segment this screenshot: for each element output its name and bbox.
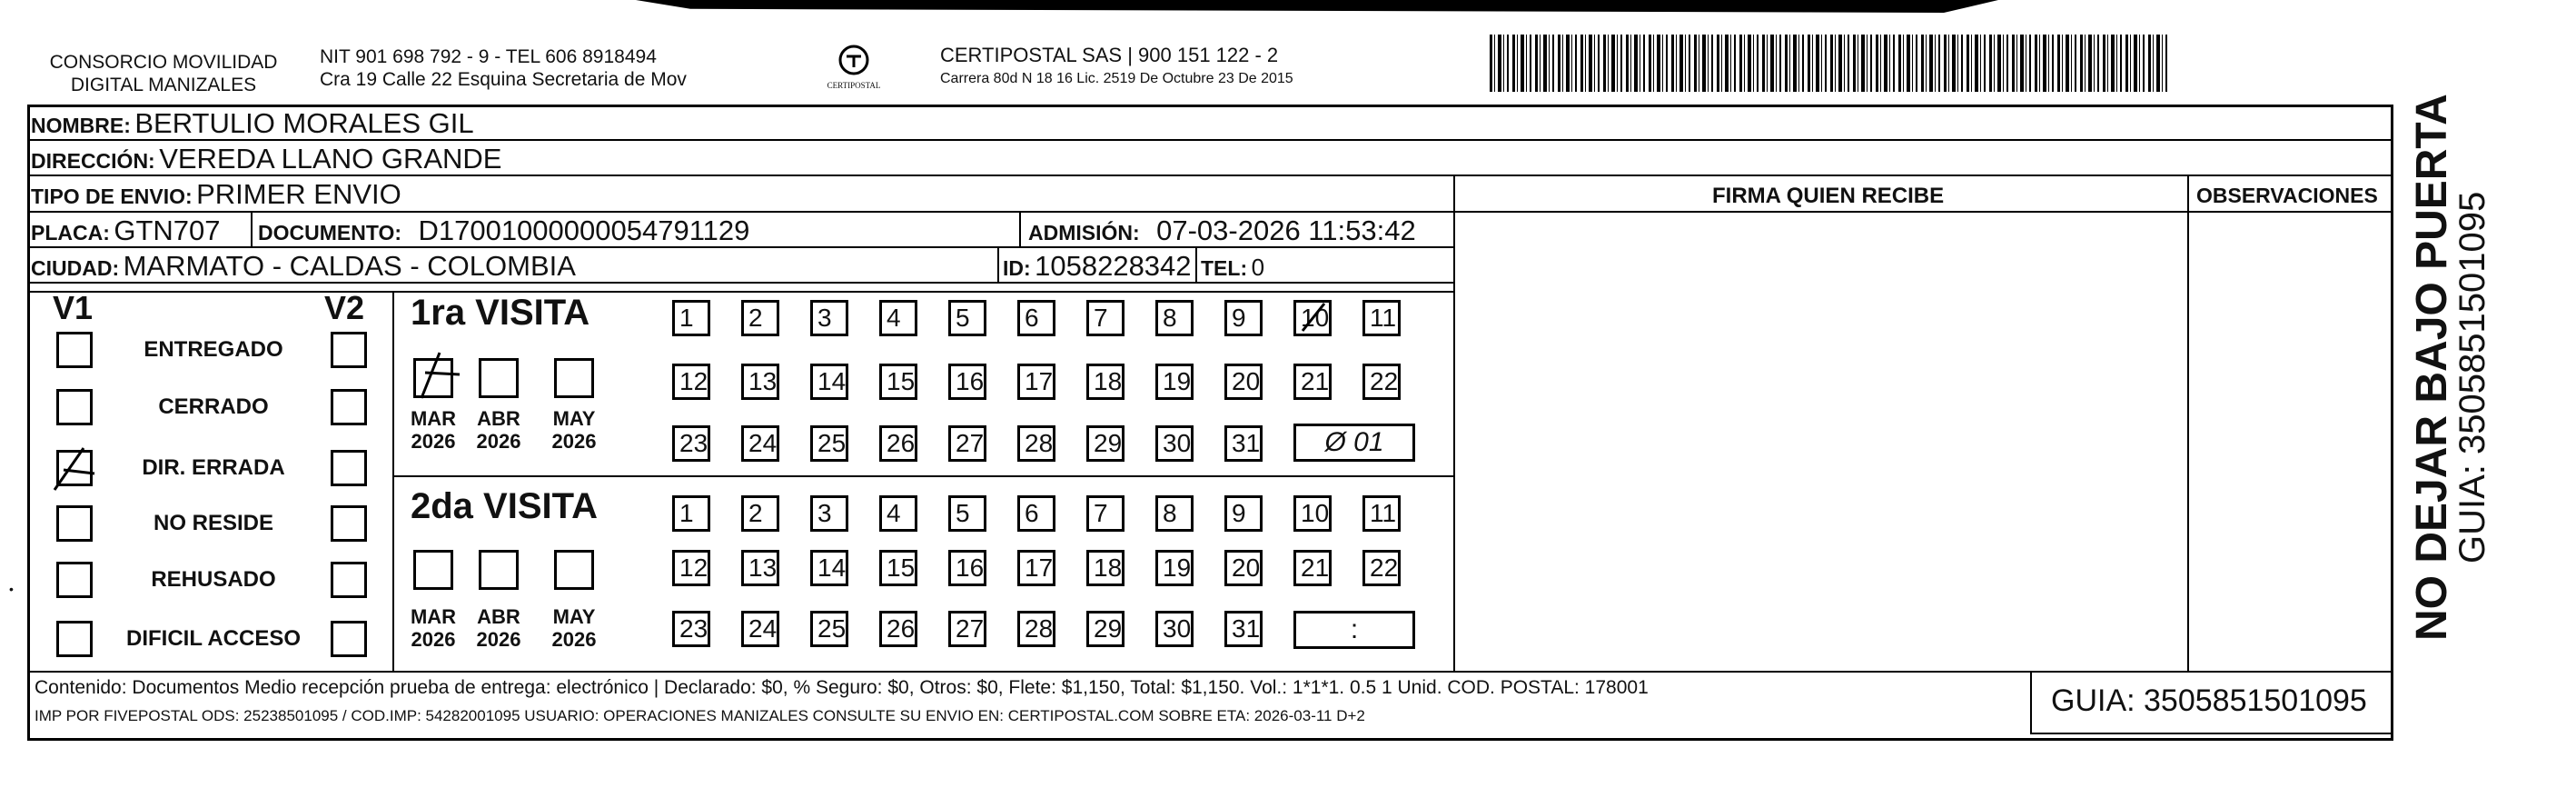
v1-checkbox[interactable] xyxy=(56,562,93,598)
first-visit-day-box[interactable]: 10 xyxy=(1293,300,1332,336)
v2-checkbox[interactable] xyxy=(331,621,367,657)
second-visit-day-box[interactable]: 9 xyxy=(1224,495,1263,532)
strike-mark-icon xyxy=(1297,300,1333,336)
second-visit-month-label xyxy=(406,605,461,651)
first-visit-label: 1ra VISITA xyxy=(411,293,590,333)
second-visit-day-box[interactable]: 16 xyxy=(948,550,986,586)
first-visit-day-box[interactable]: 8 xyxy=(1155,300,1194,336)
second-visit-day-box[interactable]: 23 xyxy=(672,611,710,647)
placa-row xyxy=(31,214,221,247)
tipo-envio-label: TIPO DE ENVIO: xyxy=(31,185,193,208)
first-visit-day-box[interactable]: 18 xyxy=(1086,364,1125,400)
second-visit-day-box[interactable]: 12 xyxy=(672,550,710,586)
v2-label: V2 xyxy=(324,289,365,326)
month-year: 2026 xyxy=(411,628,456,651)
footer-line2: IMP POR FIVEPOSTAL ODS: 25238501095 / COD.IMP: 54282001095 USUARIO: OPERACIONES MANIZALES CONSULTE SU ENVIO EN: CERTIPOSTAL.COM SOBRE ETA: 2026-03-11 D+2 xyxy=(35,707,1365,724)
v2-checkbox[interactable] xyxy=(331,389,367,425)
certipostal-info xyxy=(940,44,1293,87)
admision-value: 07-03-2026 11:53:42 xyxy=(1156,214,1416,246)
id-value: 1058228342 xyxy=(1035,250,1192,282)
v1-checkbox[interactable] xyxy=(56,621,93,657)
v2-checkbox[interactable] xyxy=(331,562,367,598)
second-visit-time-box[interactable]: : xyxy=(1293,611,1415,649)
direccion-label: DIRECCIÓN: xyxy=(31,149,155,173)
status-label: DIFICIL ACCESO xyxy=(125,626,301,651)
month-year: 2026 xyxy=(551,628,597,651)
second-visit-day-box[interactable]: 5 xyxy=(948,495,986,532)
first-visit-day-box[interactable]: 24 xyxy=(741,425,779,462)
month-year: 2026 xyxy=(411,430,456,453)
v2-checkbox[interactable] xyxy=(331,332,367,368)
ciudad-row xyxy=(31,250,576,283)
logo-text: CERTIPOSTAL xyxy=(827,81,881,90)
second-visit-day-box[interactable]: 21 xyxy=(1293,550,1332,586)
month-name: MAY xyxy=(552,407,596,430)
first-visit-day-box[interactable]: 25 xyxy=(810,425,848,462)
second-visit-month-checkbox[interactable] xyxy=(413,550,453,590)
tel-label: TEL: xyxy=(1201,256,1248,280)
address-line: Cra 19 Calle 22 Esquina Secretaria de Mov xyxy=(320,69,687,90)
id-field xyxy=(1003,250,1192,283)
tel-value: 0 xyxy=(1251,254,1265,281)
first-visit-day-box[interactable]: 30 xyxy=(1155,425,1194,462)
top-edge-mark xyxy=(636,0,1998,13)
status-label: NO RESIDE xyxy=(153,511,274,535)
first-visit-day-box[interactable]: 2 xyxy=(741,300,779,336)
first-visit-day-box[interactable]: 11 xyxy=(1362,300,1401,336)
second-visit-day-box[interactable]: 8 xyxy=(1155,495,1194,532)
second-visit-month-label xyxy=(471,605,526,651)
second-visit-day-box[interactable]: 14 xyxy=(810,550,848,586)
second-visit-day-box[interactable]: 13 xyxy=(741,550,779,586)
second-visit-day-box[interactable]: 25 xyxy=(810,611,848,647)
second-visit-month-label xyxy=(547,605,601,651)
direccion-row xyxy=(31,143,501,175)
second-visit-day-box[interactable]: 6 xyxy=(1017,495,1055,532)
first-visit-day-box[interactable]: 6 xyxy=(1017,300,1055,336)
second-visit-day-box[interactable]: 30 xyxy=(1155,611,1194,647)
first-visit-day-box[interactable]: 27 xyxy=(948,425,986,462)
second-visit-month-checkbox[interactable] xyxy=(554,550,594,590)
first-visit-day-box[interactable]: 16 xyxy=(948,364,986,400)
ciudad-label: CIUDAD: xyxy=(31,256,120,280)
status-label: ENTREGADO xyxy=(144,337,283,362)
month-name: MAY xyxy=(552,605,596,628)
v2-checkbox[interactable] xyxy=(331,450,367,486)
month-year: 2026 xyxy=(551,430,597,453)
second-visit-label: 2da VISITA xyxy=(411,486,598,526)
guia-box: GUIA: 3505851501095 xyxy=(2051,683,2367,718)
first-visit-time-box[interactable]: Ø 01 xyxy=(1293,424,1415,462)
second-visit-day-box[interactable]: 28 xyxy=(1017,611,1055,647)
first-visit-day-box[interactable]: 4 xyxy=(879,300,917,336)
second-visit-day-box[interactable]: 19 xyxy=(1155,550,1194,586)
month-name: MAR xyxy=(410,407,457,430)
second-visit-day-box[interactable]: 7 xyxy=(1086,495,1125,532)
company-name xyxy=(27,51,300,96)
first-visit-day-box[interactable]: 1 xyxy=(672,300,710,336)
first-visit-day-box[interactable]: 3 xyxy=(810,300,848,336)
first-visit-day-box[interactable]: 12 xyxy=(672,364,710,400)
second-visit-day-box[interactable]: 22 xyxy=(1362,550,1401,586)
first-visit-day-box[interactable]: 28 xyxy=(1017,425,1055,462)
second-visit-day-box[interactable]: 17 xyxy=(1017,550,1055,586)
placa-value: GTN707 xyxy=(114,214,221,246)
side-warning: NO DEJAR BAJO PUERTA xyxy=(2408,94,2456,641)
second-visit-day-box[interactable]: 2 xyxy=(741,495,779,532)
tipo-envio-row xyxy=(31,178,401,211)
second-visit-day-box[interactable]: 26 xyxy=(879,611,917,647)
first-visit-month-label xyxy=(471,407,526,453)
second-visit-day-box[interactable]: 24 xyxy=(741,611,779,647)
first-visit-day-box[interactable]: 7 xyxy=(1086,300,1125,336)
nombre-row xyxy=(31,107,474,140)
status-label: DIR. ERRADA xyxy=(142,455,285,480)
first-visit-day-box[interactable]: 9 xyxy=(1224,300,1263,336)
second-visit-day-box[interactable]: 27 xyxy=(948,611,986,647)
id-label: ID: xyxy=(1003,256,1031,280)
v1-label: V1 xyxy=(53,289,94,326)
month-name: ABR xyxy=(477,407,520,430)
footer-line1: Contenido: Documentos Medio recepción prueba de entrega: electrónico | Declarado: $0, % Seguro: $0, Otros: $0, Flete: $1,150, Total: $1,150. Vol.: 1*1*1. 0.5 1 Unid. COD. POSTAL: 178001 xyxy=(35,677,1649,698)
first-visit-day-box[interactable]: 14 xyxy=(810,364,848,400)
second-visit-day-box[interactable]: 1 xyxy=(672,495,710,532)
v1-checkbox[interactable] xyxy=(56,389,93,425)
v1-checkbox[interactable] xyxy=(56,332,93,368)
placa-label: PLACA: xyxy=(31,221,110,244)
second-visit-day-box[interactable]: 15 xyxy=(879,550,917,586)
nombre-value: BERTULIO MORALES GIL xyxy=(134,107,474,139)
admision-field xyxy=(1028,214,1416,247)
second-visit-day-box[interactable]: 31 xyxy=(1224,611,1263,647)
status-label: REHUSADO xyxy=(151,567,276,592)
first-visit-day-box[interactable]: 22 xyxy=(1362,364,1401,400)
company-line1: CONSORCIO MOVILIDAD xyxy=(49,52,278,73)
logo-icon xyxy=(837,44,870,76)
v1-checkbox[interactable] xyxy=(56,505,93,542)
certipostal-line1: CERTIPOSTAL SAS | 900 151 122 - 2 xyxy=(940,44,1279,66)
first-visit-month-checkbox[interactable] xyxy=(554,358,594,398)
month-name: MAR xyxy=(410,605,457,628)
direccion-value: VEREDA LLANO GRANDE xyxy=(159,143,502,175)
second-visit-day-box[interactable]: 11 xyxy=(1362,495,1401,532)
documento-label: DOCUMENTO: xyxy=(258,221,402,244)
first-visit-day-box[interactable]: 17 xyxy=(1017,364,1055,400)
first-visit-month-checkbox[interactable] xyxy=(479,358,519,398)
first-visit-day-box[interactable]: 23 xyxy=(672,425,710,462)
v2-checkbox[interactable] xyxy=(331,505,367,542)
first-visit-day-box[interactable]: 19 xyxy=(1155,364,1194,400)
stray-mark: • xyxy=(9,582,14,596)
documento-value: D17001000000054791129 xyxy=(418,214,750,246)
second-visit-day-box[interactable]: 20 xyxy=(1224,550,1263,586)
certipostal-logo xyxy=(822,44,886,90)
first-visit-day-box[interactable]: 5 xyxy=(948,300,986,336)
month-year: 2026 xyxy=(476,430,521,453)
second-visit-day-box[interactable]: 18 xyxy=(1086,550,1125,586)
barcode xyxy=(1490,35,2171,92)
first-visit-day-box[interactable]: 31 xyxy=(1224,425,1263,462)
second-visit-month-checkbox[interactable] xyxy=(479,550,519,590)
second-visit-day-box[interactable]: 10 xyxy=(1293,495,1332,532)
nombre-label: NOMBRE: xyxy=(31,114,131,137)
first-visit-month-label xyxy=(406,407,461,453)
second-visit-day-box[interactable]: 3 xyxy=(810,495,848,532)
side-guia: GUIA: 3505851501095 xyxy=(2452,191,2492,564)
first-visit-day-box[interactable]: 21 xyxy=(1293,364,1332,400)
tel-field xyxy=(1201,254,1264,282)
company-info xyxy=(320,45,687,91)
check-mark-icon xyxy=(47,443,102,497)
first-visit-day-box[interactable]: 26 xyxy=(879,425,917,462)
first-visit-day-box[interactable]: 29 xyxy=(1086,425,1125,462)
check-mark-icon xyxy=(409,347,463,402)
ciudad-value: MARMATO - CALDAS - COLOMBIA xyxy=(123,250,576,282)
company-line2: DIGITAL MANIZALES xyxy=(70,75,257,95)
first-visit-day-box[interactable]: 13 xyxy=(741,364,779,400)
observaciones-header: OBSERVACIONES xyxy=(2196,184,2378,207)
status-label: CERRADO xyxy=(158,394,269,419)
tipo-envio-value: PRIMER ENVIO xyxy=(196,178,401,210)
second-visit-day-box[interactable]: 29 xyxy=(1086,611,1125,647)
month-year: 2026 xyxy=(476,628,521,651)
first-visit-day-box[interactable]: 20 xyxy=(1224,364,1263,400)
documento-field xyxy=(258,214,749,247)
certipostal-line2: Carrera 80d N 18 16 Lic. 2519 De Octubre 23 De 2015 xyxy=(940,71,1293,86)
firma-header: FIRMA QUIEN RECIBE xyxy=(1712,184,1945,208)
nit-line: NIT 901 698 792 - 9 - TEL 606 8918494 xyxy=(320,46,657,67)
first-visit-day-box[interactable]: 15 xyxy=(879,364,917,400)
second-visit-day-box[interactable]: 4 xyxy=(879,495,917,532)
first-visit-month-label xyxy=(547,407,601,453)
admision-label: ADMISIÓN: xyxy=(1028,221,1140,244)
month-name: ABR xyxy=(477,605,520,628)
